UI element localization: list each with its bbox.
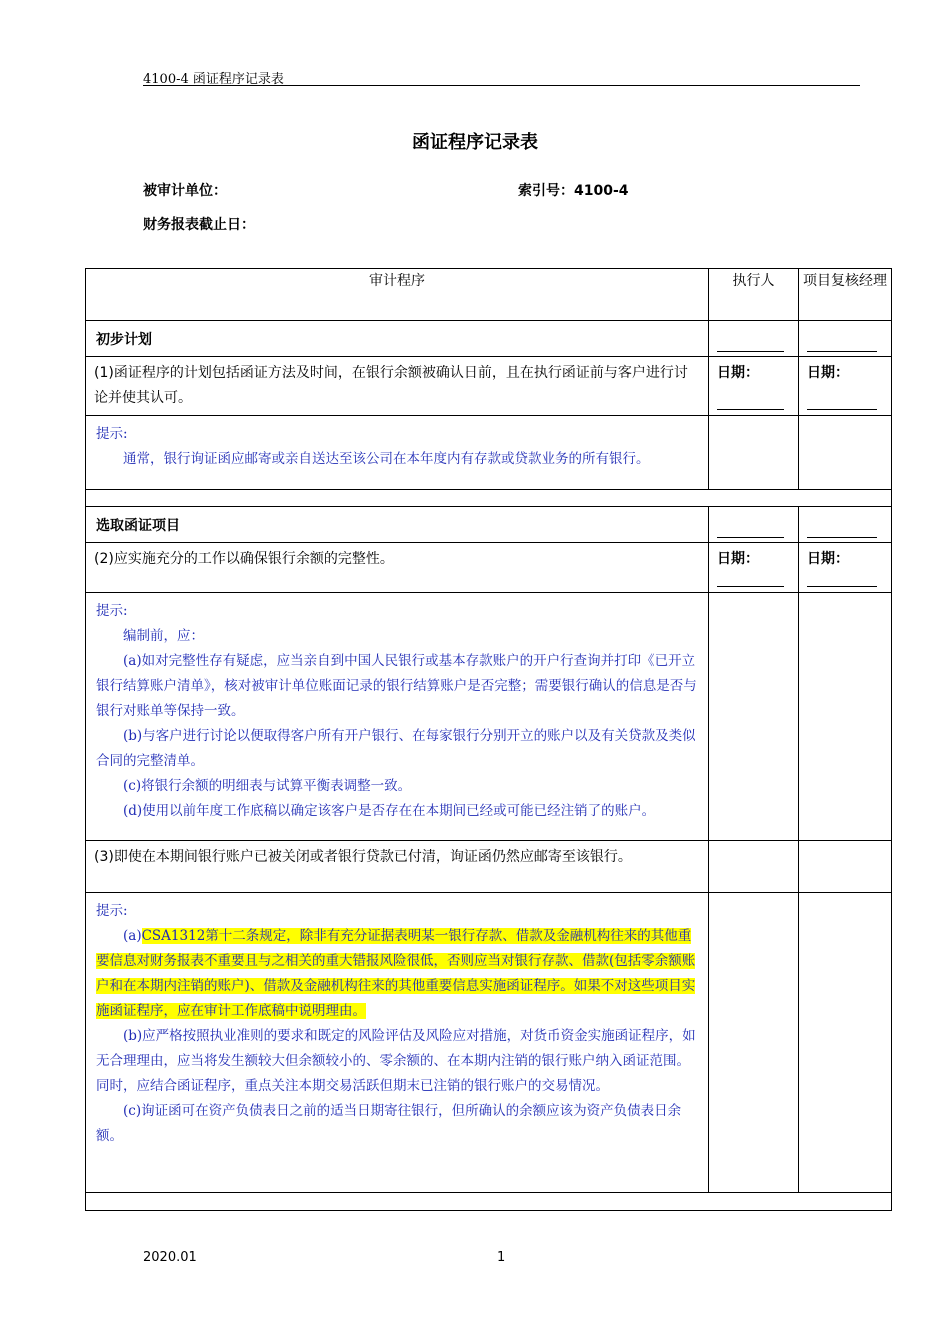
page-number: 1 bbox=[497, 1250, 506, 1265]
index-number-label: 索引号：4100-4 bbox=[518, 183, 629, 199]
empty-cell bbox=[799, 416, 892, 490]
hint-text: (c)询证函可在资产负债表日之前的适当日期寄往银行，但所确认的余额应该为资产负债表日余额。 bbox=[96, 1103, 682, 1144]
hint-block-2 bbox=[86, 593, 709, 841]
empty-cell bbox=[709, 893, 799, 1193]
empty-cell bbox=[709, 416, 799, 490]
hint-text: (a)如对完整性存有疑虑，应当亲自到中国人民银行或基本存款账户的开户行查询并打印《已开立银行结算账户清单》，核对被审计单位账面记录的银行结算账户是否完整；需要银行确认的信息是否与银行对账单等保持一致。 bbox=[96, 653, 697, 719]
reviewer-date-cell[interactable] bbox=[799, 357, 892, 416]
hint-text: (d)使用以前年度工作底稿以确定该客户是否存在在本期间已经或可能已经注销了的账户。 bbox=[123, 803, 656, 819]
section-heading-select-items: 选取函证项目 bbox=[86, 507, 709, 543]
hint-label: 提示: bbox=[96, 603, 128, 619]
audit-procedure-table bbox=[85, 268, 892, 1211]
date-label: 日期： bbox=[807, 365, 849, 381]
hint-block-3 bbox=[86, 893, 709, 1193]
hint-text: 编制前，应： bbox=[123, 628, 204, 644]
hint-text-highlighted bbox=[96, 924, 698, 1024]
column-header-reviewer: 项目复核经理 bbox=[799, 269, 892, 321]
section-heading-preliminary-plan: 初步计划 bbox=[86, 321, 709, 357]
hint-text: (b)与客户进行讨论以便取得客户所有开户银行、在每家银行分别开立的账户以及有关贷款及类似合同的完整清单。 bbox=[96, 728, 696, 769]
audited-entity-label: 被审计单位： bbox=[143, 183, 227, 199]
empty-cell bbox=[709, 593, 799, 841]
column-header-executor: 执行人 bbox=[709, 269, 799, 321]
executor-signature-cell[interactable] bbox=[709, 507, 799, 543]
empty-cell bbox=[799, 593, 892, 841]
footer-version: 2020.01 bbox=[143, 1250, 197, 1265]
reviewer-signature-cell[interactable] bbox=[799, 321, 892, 357]
procedure-step-1: (1)函证程序的计划包括函证方法及时间，在银行余额被确认日前，且在执行函证前与客户进行讨论并使其认可。 bbox=[86, 357, 709, 416]
reviewer-date-cell[interactable] bbox=[799, 543, 892, 593]
hint-item-prefix: (a) bbox=[123, 928, 142, 944]
date-label: 日期： bbox=[807, 551, 849, 567]
highlighted-text: CSA1312第十二条规定，除非有充分证据表明某一银行存款、借款及金融机构往来的其他重要信息对财务报表不重要且与之相关的重大错报风险很低，否则应当对银行存款、借款(包括零余额账户和在本期内注销的账户)、借款及金融机构往来的其他重要信息实施函证程序。如果不对这些项目实施函证程序，应在审计工作底稿中说明理由。 bbox=[96, 928, 696, 1019]
date-label: 日期： bbox=[717, 551, 759, 567]
spacer-row bbox=[86, 490, 892, 507]
hint-text: (c)将银行余额的明细表与试算平衡表调整一致。 bbox=[123, 778, 412, 794]
running-header: 4100-4 函证程序记录表 bbox=[143, 72, 284, 87]
procedure-step-3: (3)即使在本期间银行账户已被关闭或者银行贷款已付清，询证函仍然应邮寄至该银行。 bbox=[86, 841, 709, 893]
procedure-step-2: (2)应实施充分的工作以确保银行余额的完整性。 bbox=[86, 543, 709, 593]
reviewer-signature-cell[interactable] bbox=[799, 507, 892, 543]
hint-label: 提示: bbox=[96, 903, 128, 919]
empty-cell bbox=[799, 893, 892, 1193]
header-rule bbox=[143, 85, 860, 86]
executor-date-cell[interactable] bbox=[709, 543, 799, 593]
empty-cell bbox=[709, 841, 799, 893]
empty-cell bbox=[799, 841, 892, 893]
hint-text: (b)应严格按照执业准则的要求和既定的风险评估及风险应对措施，对货币资金实施函证程序，如无合理理由，应当将发生额较大但余额较小的、零余额的、在本期内注销的银行账户纳入函证范围。同时，应结合函证程序，重点关注本期交易活跃但期末已注销的银行账户的交易情况。 bbox=[96, 1028, 696, 1094]
executor-date-cell[interactable] bbox=[709, 357, 799, 416]
document-title: 函证程序记录表 bbox=[412, 132, 538, 153]
date-label: 日期： bbox=[717, 365, 759, 381]
period-end-label: 财务报表截止日： bbox=[143, 217, 255, 233]
hint-text: 通常，银行询证函应邮寄或亲自送达至该公司在本年度内有存款或贷款业务的所有银行。 bbox=[123, 451, 650, 467]
hint-label: 提示: bbox=[96, 426, 128, 442]
hint-block-1 bbox=[86, 416, 709, 490]
column-header-procedure: 审计程序 bbox=[86, 269, 709, 321]
spacer-row bbox=[86, 1193, 892, 1211]
executor-signature-cell[interactable] bbox=[709, 321, 799, 357]
